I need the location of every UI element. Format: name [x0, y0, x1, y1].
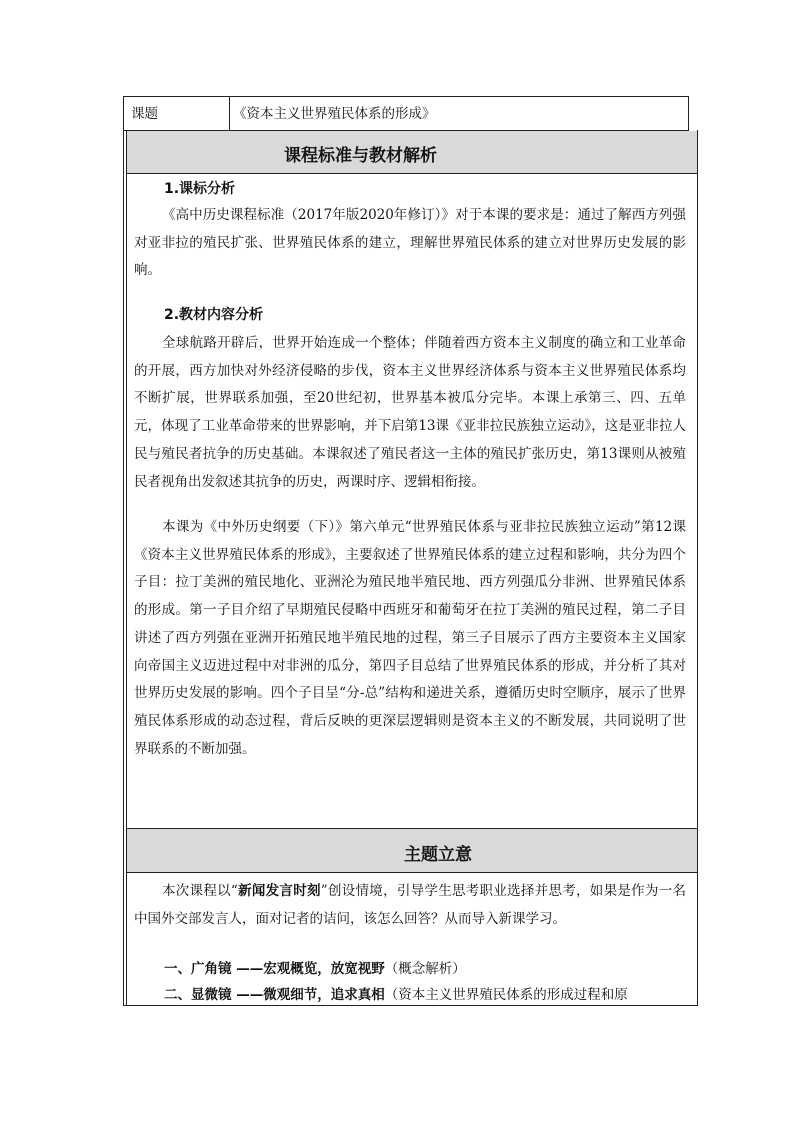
section1-band-bottom — [127, 173, 697, 174]
table-left-border — [123, 96, 124, 1006]
header-label: 课题 — [131, 106, 158, 122]
paragraph-textbook-2: 本课为《中外历史纲要（下）》第六单元“世界殖民体系与亚非拉民族独立运动”第12课《资本主义世界殖民体系的形成》，主要叙述了世界殖民体系的建立过程和影响，共分为四个子目：拉丁美洲的殖民地化、亚洲沦为殖民地半殖民地、西方列强瓜分非洲、世界殖民体系的形成。第一子目介绍了早期殖民侵略中西班牙和葡萄牙在拉丁美洲的殖民过程，第二子目讲述了西方列强在亚洲开拓殖民地半殖民地的过程，第三子目展示了西方主要资本主义国家向帝国主义迈进过程中对非洲的瓜分，第四子目总结了世界殖民体系的形成，并分析了其对世界历史发展的影响。四个子目呈“分-总”结构和递进关系，遵循历史时空顺序，展示了世界殖民体系形成的动态过程，背后反映的更深层逻辑则是资本主义的不断发展，共同说明了世界联系的不断加强。 — [134, 519, 686, 757]
table-top-border — [123, 96, 689, 97]
outline-item-1-bold: 一、广角镜 ——宏观概览，放宽视野 — [164, 961, 385, 977]
inner-right-border — [697, 130, 698, 1006]
outline-item-1 — [164, 960, 466, 978]
table-right-border — [688, 96, 689, 130]
lesson-title: 《资本主义世界殖民体系的形成》 — [233, 106, 436, 122]
inner-left-border — [126, 130, 127, 1006]
section2-band-bottom — [127, 872, 697, 873]
outline-item-1-rest: （概念解析） — [384, 961, 466, 977]
header-column-divider — [229, 96, 230, 130]
subheading-curriculum-analysis: 1.课标分析 — [164, 181, 236, 197]
theme-text-bold: 新闻发言时刻 — [237, 883, 321, 899]
paragraph-textbook-1: 全球航路开辟后，世界开始连成一个整体；伴随着西方资本主义制度的确立和工业革命的开展，西方加快对外经济侵略的步伐，资本主义世界经济体系与资本主义世界殖民体系均不断扩展，世界联系加强，至20世纪初，世界基本被瓜分完毕。本课上承第三、四、五单元，体现了工业革命带来的世界影响，并下启第13课《亚非拉民族独立运动》，这是亚非拉人民与殖民者抗争的历史基础。本课叙述了殖民者这一主体的殖民扩张历史，第13课则从被殖民者视角出发叙述其抗争的历史，两课时序、逻辑相衔接。 — [134, 335, 686, 490]
subheading-textbook-analysis: 2.教材内容分析 — [164, 307, 264, 323]
section1-title: 课程标准与教材解析 — [284, 146, 437, 166]
section2-title: 主题立意 — [404, 845, 472, 865]
outline-item-2 — [164, 986, 628, 1004]
outline-item-2-rest: （资本主义世界殖民体系的形成过程和原 — [384, 987, 628, 1003]
table-bottom-border — [123, 1005, 698, 1006]
theme-text-pre: 本次课程以“ — [162, 883, 238, 899]
theme-text-post: ”创设情境，引导学生思考职业选择并思考，如果是作为一名中国外交部发言人，面对记者的诘问，该怎么回答？从而导入新课学习。 — [134, 883, 686, 927]
paragraph-theme — [134, 878, 686, 933]
outline-item-2-bold: 二、显微镜 ——微观细节，追求真相 — [164, 987, 385, 1003]
paragraph-curriculum: 《高中历史课程标准（2017年版2020年修订）》对于本课的要求是：通过了解西方列强对亚非拉的殖民扩张、世界殖民体系的建立，理解世界殖民体系的建立对世界历史发展的影响。 — [134, 207, 686, 279]
